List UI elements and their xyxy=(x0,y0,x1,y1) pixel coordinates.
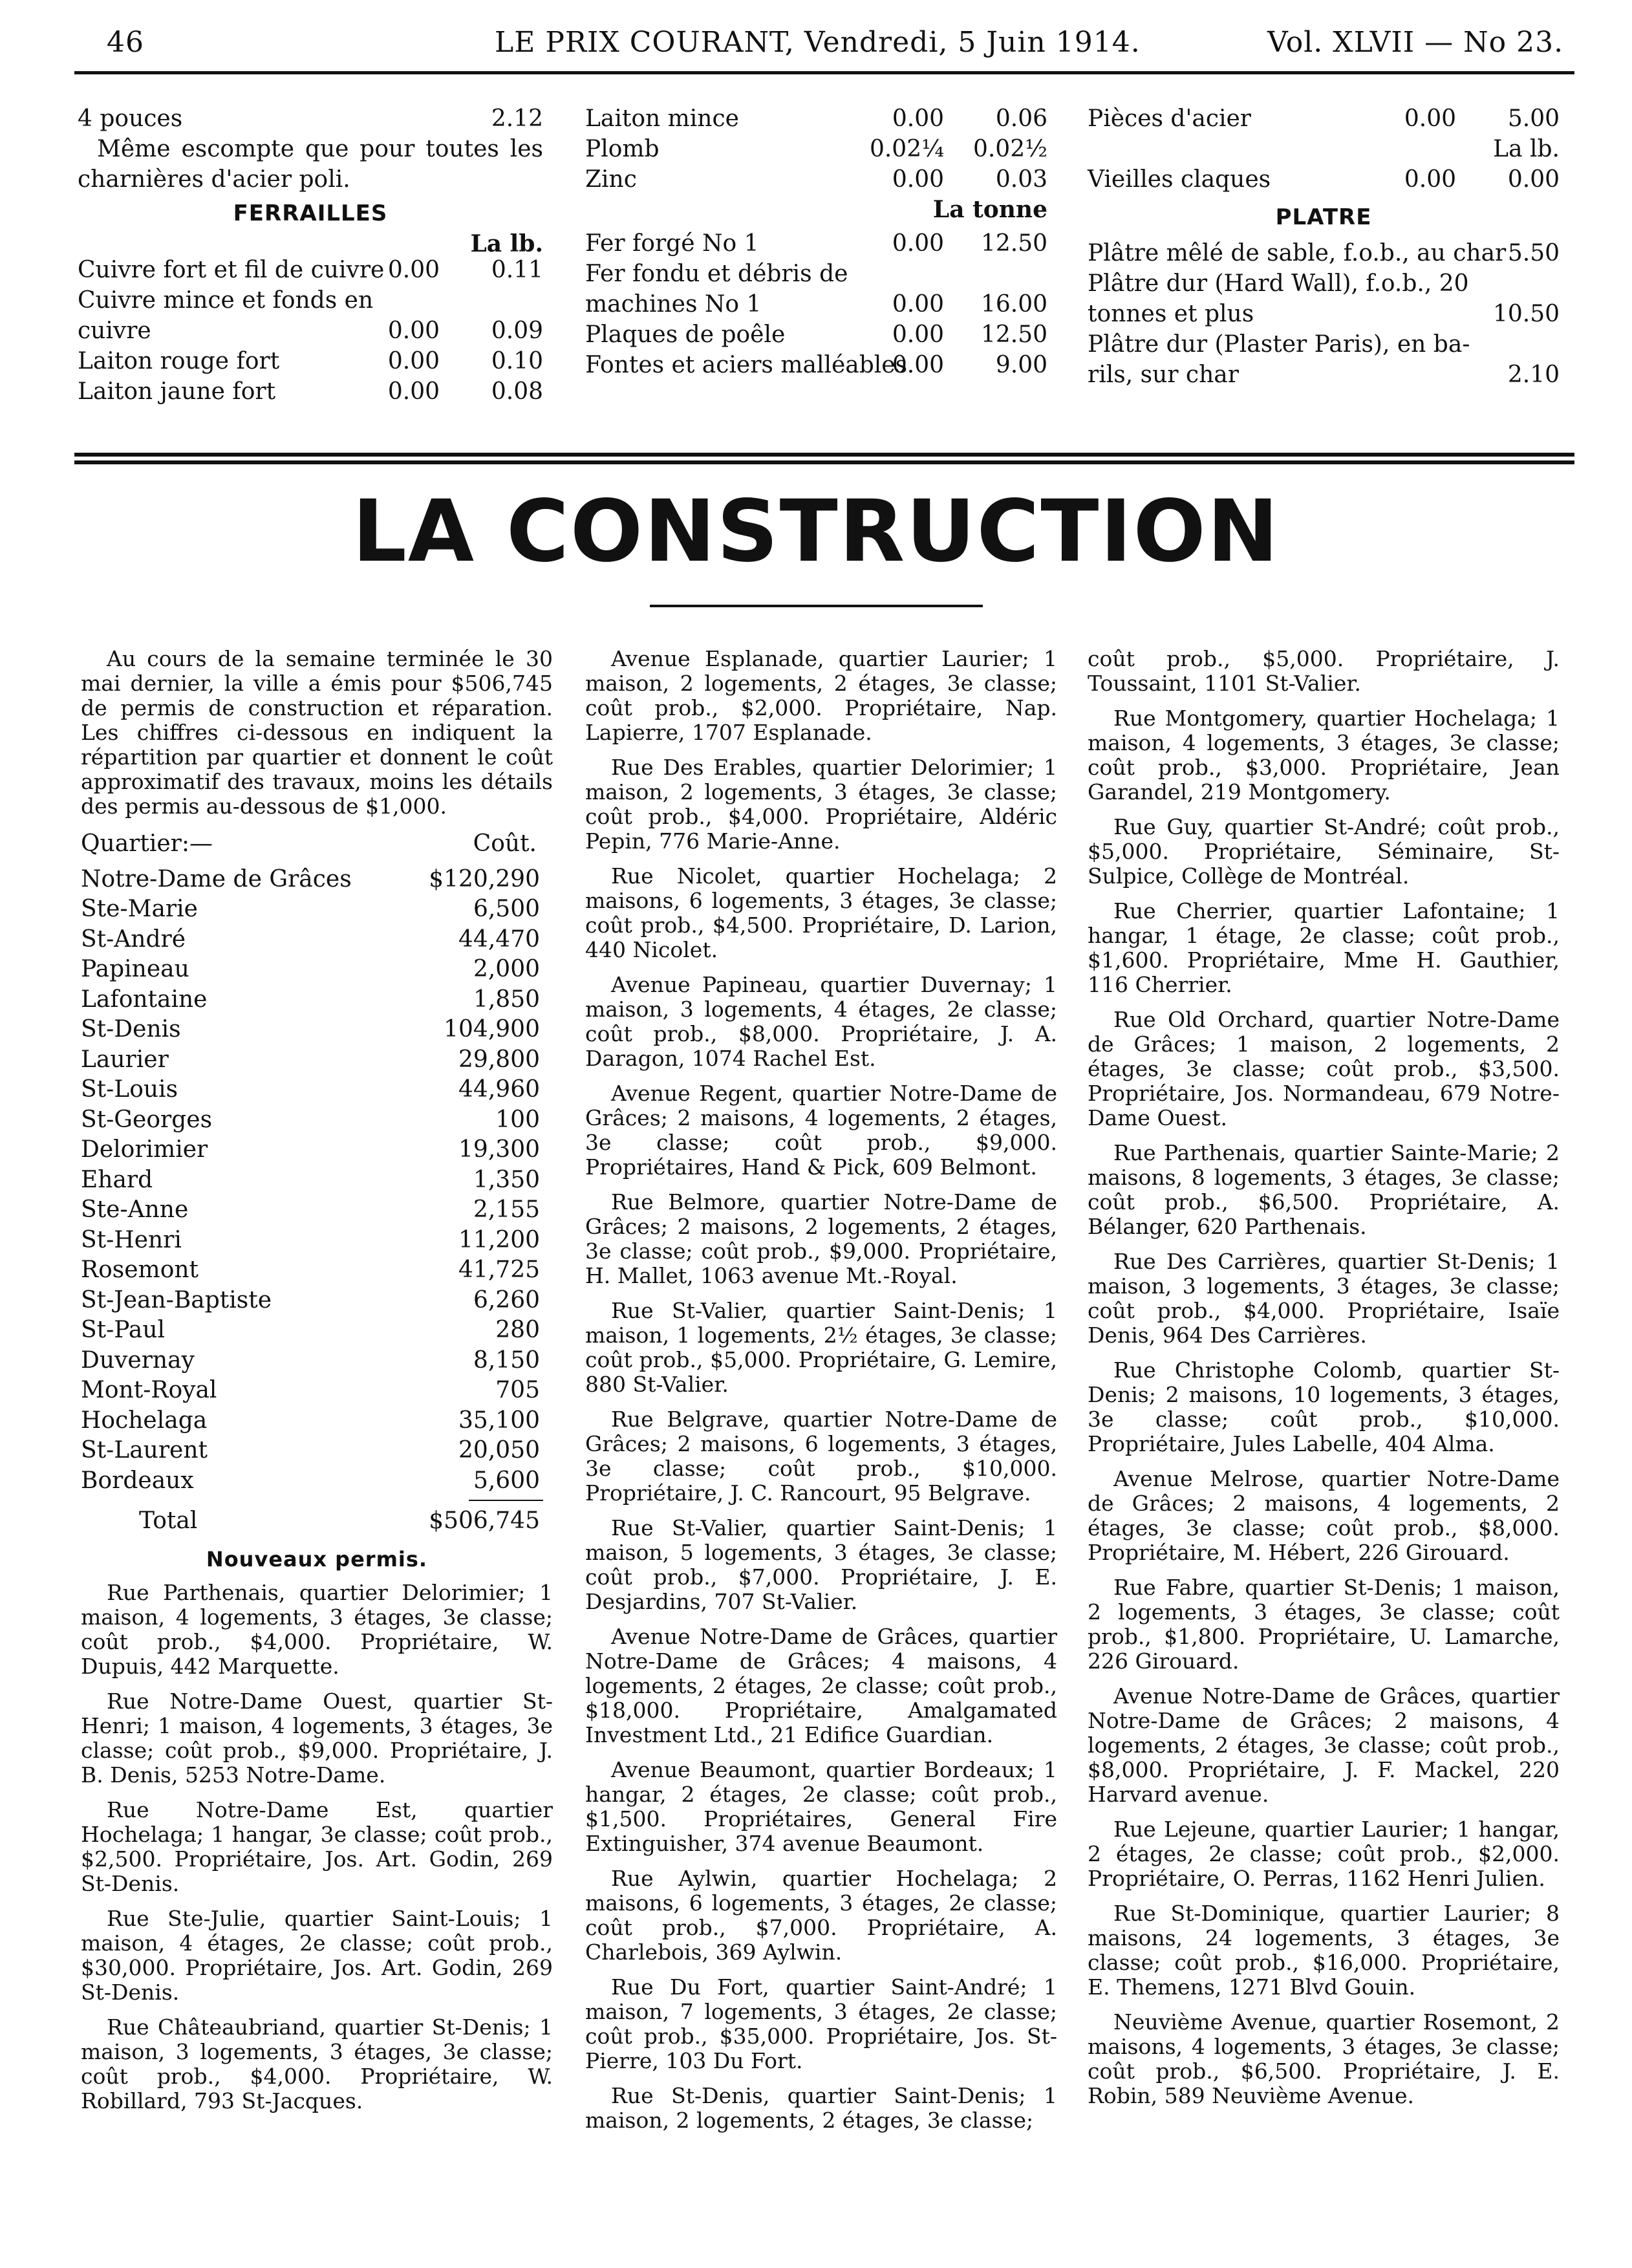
permit-entry: Rue Ste-Julie, quartier Saint-Louis; 1 maison, 4 étages, 2e classe; coût prob., $30,000. Propriétaire, Jos. Art. Godin, 269 St-Denis. xyxy=(81,1905,553,2005)
section-title: LA CONSTRUCTION xyxy=(352,482,1280,581)
price-max: 5.00 xyxy=(1507,105,1560,132)
permit-entry: Rue Cherrier, quartier Lafontaine; 1 hangar, 1 étage, 2e classe; coût prob., $1,600. Propriétaire, Mme H. Gauthier, 116 Cherrier. xyxy=(1088,898,1560,997)
permit-entry: Rue Notre-Dame Ouest, quartier St-Henri; 1 maison, 4 logements, 3 étages, 3e classe; coût prob., $9,000. Propriétaire, J. B. Denis, 5253 Notre-Dame. xyxy=(81,1688,553,1787)
price-row xyxy=(1088,268,1560,299)
price-row xyxy=(1088,299,1560,329)
quartier-cost: 1,350 xyxy=(473,1166,540,1193)
permit-entry: Rue Nicolet, quartier Hochelaga; 2 maisons, 6 logements, 3 étages, 3e classe; coût prob., $4,500. Propriétaire, D. Larion, 440 Nicolet. xyxy=(585,863,1057,962)
price-min: 0.00 xyxy=(892,105,944,132)
price-label: Laiton rouge fort xyxy=(78,348,280,374)
price-min: 0.00 xyxy=(892,230,944,257)
table-row xyxy=(81,1226,553,1256)
price-label: Pièces d'acier xyxy=(1088,105,1252,132)
table-row xyxy=(81,925,553,955)
quartier-name: St-Louis xyxy=(81,1076,178,1103)
price-value: 5.50 xyxy=(1507,240,1560,266)
permit-entry: Avenue Beaumont, quartier Bordeaux; 1 hangar, 2 étages, 2e classe; coût prob., $1,500. Propriétaires, General Fire Extinguisher, 374 avenue Beaumont. xyxy=(585,1757,1057,1856)
permit-entry: Avenue Regent, quartier Notre-Dame de Grâces; 2 maisons, 4 logements, 2 étages, 3e classe; coût prob., $9,000. Propriétaires, Hand & Pick, 609 Belmont. xyxy=(585,1081,1057,1180)
prices-column-3 xyxy=(1088,103,1560,390)
price-max: 0.06 xyxy=(995,105,1047,132)
price-note: Même escompte que pour toutes les charnières d'acier poli. xyxy=(78,136,543,193)
quartier-cost: 44,960 xyxy=(458,1076,540,1103)
permit-entry: Rue Parthenais, quartier Sainte-Marie; 2 maisons, 8 logements, 3 étages, 3e classe; coût prob., $6,500. Propriétaire, A. Bélanger, 620 Parthenais. xyxy=(1088,1140,1560,1239)
table-row xyxy=(81,1286,553,1316)
quartier-name: St-Georges xyxy=(81,1106,213,1133)
table-body xyxy=(81,865,553,1496)
price-label: Plaques de poêle xyxy=(585,321,786,348)
quartier-cost: $120,290 xyxy=(429,865,540,892)
table-row xyxy=(81,1406,553,1436)
price-max: 12.50 xyxy=(980,230,1047,257)
price-label: Plâtre dur (Plaster Paris), en ba- xyxy=(1088,331,1470,358)
publication-title: LE PRIX COURANT, Vendredi, 5 Juin 1914. xyxy=(495,26,1141,59)
price-min: 0.02¼ xyxy=(869,136,944,162)
price-max: 0.08 xyxy=(491,378,543,405)
price-min: 0.00 xyxy=(892,291,944,318)
article-column-2 xyxy=(585,647,1057,2143)
quartier-name: Hochelaga xyxy=(81,1407,208,1434)
table-row xyxy=(81,1466,553,1496)
column-quartier: Quartier:— xyxy=(81,830,213,857)
total-value: $506,745 xyxy=(429,1507,540,1534)
price-max: 0.10 xyxy=(491,348,543,374)
price-row xyxy=(1088,360,1560,390)
unit-label: La tonne xyxy=(932,196,1047,223)
quartier-name: St-Henri xyxy=(81,1226,182,1253)
price-label: Fontes et aciers malléables xyxy=(585,352,908,378)
permit-entry: Neuvième Avenue, quartier Rosemont, 2 maisons, 4 logements, 3 étages, 3e classe; coût prob., $6,500. Propriétaire, J. E. Robin, 589 Neuvième Avenue. xyxy=(1088,2009,1560,2108)
quartier-cost: 705 xyxy=(495,1377,540,1403)
table-header xyxy=(81,829,553,859)
price-row xyxy=(585,164,1047,195)
costs-table xyxy=(81,829,553,1537)
price-label: Laiton mince xyxy=(585,105,739,132)
table-row xyxy=(81,1015,553,1045)
price-row xyxy=(585,319,1047,350)
table-row xyxy=(81,865,553,895)
permit-entry: Rue Guy, quartier St-André; coût prob., $5,000. Propriétaire, Séminaire, St-Sulpice, Collège de Montréal. xyxy=(1088,814,1560,889)
quartier-cost: 6,500 xyxy=(473,896,540,922)
ferrailles-list xyxy=(78,255,543,407)
price-min: 0.00 xyxy=(892,321,944,348)
price-label: Fer forgé No 1 xyxy=(585,230,759,257)
quartier-name: Ste-Anne xyxy=(81,1196,189,1223)
permit-entry: Rue Lejeune, quartier Laurier; 1 hangar, 2 étages, 2e classe; coût prob., $2,000. Propriétaire, O. Perras, 1162 Henri Julien. xyxy=(1088,1817,1560,1891)
price-label: machines No 1 xyxy=(585,291,762,318)
quartier-cost: 20,050 xyxy=(458,1437,540,1463)
price-label: Cuivre fort et fil de cuivre xyxy=(78,257,385,283)
permit-entry: Rue Christophe Colomb, quartier St-Denis; 2 maisons, 10 logements, 3 étages, 3e classe; coût prob., $10,000. Propriétaire, Jules Labelle, 404 Alma. xyxy=(1088,1357,1560,1456)
price-row xyxy=(585,259,1047,289)
table-row xyxy=(81,1135,553,1165)
permit-entry: Rue Belmore, quartier Notre-Dame de Grâces; 2 maisons, 2 logements, 2 étages, 3e classe; coût prob., $9,000. Propriétaire, H. Mallet, 1063 avenue Mt.-Royal. xyxy=(585,1189,1057,1288)
price-min: 0.00 xyxy=(387,318,440,344)
page-number: 46 xyxy=(107,26,144,59)
permit-entry: Rue St-Valier, quartier Saint-Denis; 1 maison, 5 logements, 3 étages, 3e classe; coût prob., $7,000. Propriétaire, J. E. Desjardins, 707 St-Valier. xyxy=(585,1515,1057,1614)
price-row xyxy=(78,346,543,376)
permits-heading: Nouveaux permis. xyxy=(206,1546,428,1571)
quartier-cost: 44,470 xyxy=(458,925,540,953)
quartier-cost: 6,260 xyxy=(473,1286,540,1313)
quartier-cost: 2,000 xyxy=(473,956,540,982)
price-max: 0.11 xyxy=(491,257,543,283)
quartier-cost: 1,850 xyxy=(473,986,540,1013)
price-max: 16.00 xyxy=(980,291,1047,318)
total-label: Total xyxy=(139,1507,198,1534)
quartier-name: St-Jean-Baptiste xyxy=(81,1286,272,1313)
table-row xyxy=(81,955,553,985)
quartier-cost: 29,800 xyxy=(458,1046,540,1073)
article-column-1 xyxy=(81,647,553,2124)
section-rule xyxy=(74,460,1574,464)
column-cout: Coût. xyxy=(473,830,537,857)
price-row: 4 pouces 2.12 xyxy=(78,105,543,132)
table-row xyxy=(81,1376,553,1406)
permits-list-1 xyxy=(81,1581,553,2113)
quartier-name: Laurier xyxy=(81,1046,169,1073)
quartier-name: Duvernay xyxy=(81,1346,195,1374)
permit-entry: Rue Belgrave, quartier Notre-Dame de Grâces; 2 maisons, 6 logements, 3 étages, 3e classe; coût prob., $10,000. Propriétaire, J. C. Rancourt, 95 Belgrave. xyxy=(585,1407,1057,1506)
price-label: rils, sur char xyxy=(1088,362,1239,388)
section-heading-platre: PLATRE xyxy=(1275,204,1372,230)
price-min: 0.00 xyxy=(387,348,440,374)
quartier-cost: 8,150 xyxy=(473,1346,540,1374)
permit-entry: Rue Des Erables, quartier Delorimier; 1 maison, 2 logements, 3 étages, 3e classe; coût prob., $4,000. Propriétaire, Aldéric Pepin, 776 Marie-Anne. xyxy=(585,755,1057,854)
permit-entry: Rue St-Denis, quartier Saint-Denis; 1 maison, 2 logements, 2 étages, 3e classe; xyxy=(585,2083,1057,2133)
quartier-cost: 2,155 xyxy=(473,1196,540,1223)
permits-list-3 xyxy=(1088,647,1560,2108)
quartier-name: Delorimier xyxy=(81,1136,208,1163)
price-row xyxy=(78,285,543,316)
table-row xyxy=(81,1346,553,1376)
table-row xyxy=(81,1315,553,1346)
price-row xyxy=(1088,103,1560,134)
price-label: Cuivre mince et fonds en xyxy=(78,287,374,314)
permit-entry: Avenue Notre-Dame de Grâces, quartier Notre-Dame de Grâces; 2 maisons, 4 logements, 2 étages, 3e classe; coût prob., $8,000. Propriétaire, J. F. Mackel, 220 Harvard avenue. xyxy=(1088,1683,1560,1807)
price-row xyxy=(1088,238,1560,268)
permit-entry: Rue Des Carrières, quartier St-Denis; 1 maison, 3 logements, 3 étages, 3e classe; coût prob., $4,000. Propriétaire, Isaïe Denis, 964 Des Carrières. xyxy=(1088,1249,1560,1348)
price-min: 0.00 xyxy=(892,352,944,378)
quartier-name: Rosemont xyxy=(81,1257,199,1283)
quartier-cost: 35,100 xyxy=(458,1407,540,1434)
price-max: 0.02½ xyxy=(972,136,1047,162)
permit-entry: Rue Old Orchard, quartier Notre-Dame de Grâces; 1 maison, 2 logements, 2 étages, 3e classe; coût prob., $3,500. Propriétaire, Jos. Normandeau, 679 Notre-Dame Ouest. xyxy=(1088,1007,1560,1130)
metal-list xyxy=(585,103,1047,195)
section-rule xyxy=(74,453,1574,457)
price-row xyxy=(585,289,1047,319)
price-label: Fer fondu et débris de xyxy=(585,261,848,287)
unit-label: La lb. xyxy=(470,230,543,257)
quartier-name: St-André xyxy=(81,925,186,953)
permit-entry: Avenue Melrose, quartier Notre-Dame de Grâces; 2 maisons, 4 logements, 2 étages, 3e classe; coût prob., $8,000. Propriétaire, M. Hébert, 226 Girouard. xyxy=(1088,1466,1560,1565)
price-label: cuivre xyxy=(78,318,151,344)
prices-column-1 xyxy=(78,103,543,407)
permit-entry: Rue Châteaubriand, quartier St-Denis; 1 maison, 3 logements, 3 étages, 3e classe; coût prob., $4,000. Propriétaire, W. Robillard, 793 St-Jacques. xyxy=(81,2014,553,2113)
volume-number: Vol. XLVII — No 23. xyxy=(1267,26,1564,59)
permit-entry: Rue Montgomery, quartier Hochelaga; 1 maison, 4 logements, 3 étages, 3e classe; coût prob., $3,000. Propriétaire, Jean Garandel, 219 Montgomery. xyxy=(1088,706,1560,805)
quartier-name: St-Paul xyxy=(81,1317,166,1343)
price-row xyxy=(585,228,1047,259)
price-row xyxy=(78,316,543,346)
prices-column-2 xyxy=(585,103,1047,380)
table-row xyxy=(81,1075,553,1105)
permit-entry: coût prob., $5,000. Propriétaire, J. Toussaint, 1101 St-Valier. xyxy=(1088,646,1560,696)
section-heading-ferrailles: FERRAILLES xyxy=(233,200,388,226)
quartier-cost: 100 xyxy=(495,1106,540,1133)
quartier-name: Mont-Royal xyxy=(81,1377,217,1403)
price-row xyxy=(1088,164,1560,195)
quartier-cost: 280 xyxy=(495,1317,540,1343)
quartier-name: Lafontaine xyxy=(81,986,208,1013)
platre-list xyxy=(1088,238,1560,390)
page-header xyxy=(0,26,1632,71)
permit-entry: Avenue Papineau, quartier Duvernay; 1 maison, 3 logements, 4 étages, 2e classe; coût prob., $8,000. Propriétaire, J. A. Daragon, 1074 Rachel Est. xyxy=(585,972,1057,1071)
price-max: 0.00 xyxy=(1507,166,1560,193)
header-rule xyxy=(74,71,1574,74)
permit-entry: Rue Aylwin, quartier Hochelaga; 2 maisons, 6 logements, 3 étages, 2e classe; coût prob., $7,000. Propriétaire, A. Charlebois, 369 Aylwin. xyxy=(585,1866,1057,1965)
price-label: Plomb xyxy=(585,136,660,162)
price-min: 0.00 xyxy=(892,166,944,193)
price-label: Zinc xyxy=(585,166,637,193)
price-min: 0.00 xyxy=(387,257,440,283)
quartier-name: St-Denis xyxy=(81,1016,181,1042)
quartier-name: Papineau xyxy=(81,956,189,982)
quartier-cost: 104,900 xyxy=(444,1016,540,1042)
price-min: 0.00 xyxy=(1404,166,1456,193)
table-row xyxy=(81,1255,553,1286)
quartier-name: Ste-Marie xyxy=(81,896,198,922)
price-min: 0.00 xyxy=(387,378,440,405)
article-column-3 xyxy=(1088,647,1560,2119)
quartier-name: Bordeaux xyxy=(81,1467,194,1494)
permit-entry: Rue Fabre, quartier St-Denis; 1 maison, 2 logements, 3 étages, 3e classe; coût prob., $1,800. Propriétaire, U. Lamarche, 226 Girouard. xyxy=(1088,1575,1560,1674)
price-label: Plâtre mêlé de sable, f.o.b., au char xyxy=(1088,240,1507,266)
quartier-name: Ehard xyxy=(81,1166,153,1193)
unit-label: La lb. xyxy=(1493,136,1560,162)
quartier-name: St-Laurent xyxy=(81,1437,208,1463)
price-label: Plâtre dur (Hard Wall), f.o.b., 20 xyxy=(1088,270,1469,297)
permit-entry: Rue Notre-Dame Est, quartier Hochelaga; 1 hangar, 3e classe; coût prob., $2,500. Propriétaire, Jos. Art. Godin, 269 St-Denis. xyxy=(81,1797,553,1896)
price-value: 10.50 xyxy=(1492,301,1560,327)
permit-entry: Avenue Notre-Dame de Grâces, quartier Notre-Dame de Grâces; 4 maisons, 4 logements, 2 étages, 2e classe; coût prob., $18,000. Propriétaire, Amalgamated Investment Ltd., 21 Edifice Guardian. xyxy=(585,1624,1057,1747)
quartier-cost: 41,725 xyxy=(458,1257,540,1283)
permit-entry: Rue Parthenais, quartier Delorimier; 1 maison, 4 logements, 3 étages, 3e classe; coût prob., $4,000. Propriétaire, W. Dupuis, 442 Marquette. xyxy=(81,1579,553,1679)
permit-entry: Avenue Esplanade, quartier Laurier; 1 maison, 2 logements, 2 étages, 3e classe; coût prob., $2,000. Propriétaire, Nap. Lapierre, 1707 Esplanade. xyxy=(585,646,1057,745)
price-min: 0.00 xyxy=(1404,105,1456,132)
price-label: tonnes et plus xyxy=(1088,301,1254,327)
permit-entry: Rue Du Fort, quartier Saint-André; 1 maison, 7 logements, 3 étages, 2e classe; coût prob., $35,000. Propriétaire, Jos. St-Pierre, 103 Du Fort. xyxy=(585,1974,1057,2073)
table-row xyxy=(81,1165,553,1196)
price-row xyxy=(1088,329,1560,360)
permit-entry: Rue St-Valier, quartier Saint-Denis; 1 maison, 1 logements, 2½ étages, 3e classe; coût prob., $5,000. Propriétaire, G. Lemire, 880 St-Valier. xyxy=(585,1298,1057,1397)
price-row xyxy=(585,134,1047,164)
table-row xyxy=(81,1436,553,1466)
price-max: 12.50 xyxy=(980,321,1047,348)
price-row xyxy=(585,103,1047,134)
acier-list xyxy=(1088,103,1560,134)
table-row xyxy=(81,1195,553,1226)
price-label: Vieilles claques xyxy=(1088,166,1271,193)
total-rule xyxy=(469,1500,543,1501)
table-row xyxy=(81,1105,553,1136)
permits-list-2 xyxy=(585,647,1057,2133)
quartier-cost: 5,600 xyxy=(473,1467,540,1494)
table-total xyxy=(81,1506,553,1537)
permit-entry: Rue St-Dominique, quartier Laurier; 8 maisons, 24 logements, 3 étages, 3e classe; coût prob., $16,000. Propriétaire, E. Themens, 1271 Blvd Gouin. xyxy=(1088,1901,1560,2000)
price-max: 0.09 xyxy=(491,318,543,344)
price-row xyxy=(78,376,543,407)
title-underline xyxy=(650,605,983,607)
price-row xyxy=(585,350,1047,380)
price-value: 2.10 xyxy=(1507,362,1560,388)
quartier-cost: 11,200 xyxy=(458,1226,540,1253)
price-row xyxy=(78,255,543,285)
price-max: 9.00 xyxy=(995,352,1047,378)
claques-list xyxy=(1088,164,1560,195)
quartier-cost: 19,300 xyxy=(458,1136,540,1163)
quartier-name: Notre-Dame de Grâces xyxy=(81,865,352,892)
table-row xyxy=(81,985,553,1015)
price-max: 0.03 xyxy=(995,166,1047,193)
table-row xyxy=(81,1045,553,1075)
price-label: Laiton jaune fort xyxy=(78,378,276,405)
fer-list xyxy=(585,228,1047,380)
table-row xyxy=(81,894,553,925)
intro-paragraph: Au cours de la semaine terminée le 30 mai dernier, la ville a émis pour $506,745 de permis de construction et réparation. Les chiffres ci-dessous en indiquent la répartition par quartier et donnent le coût approximatif des travaux, moins les détails des permis au-dessous de $1,000. xyxy=(81,646,553,819)
